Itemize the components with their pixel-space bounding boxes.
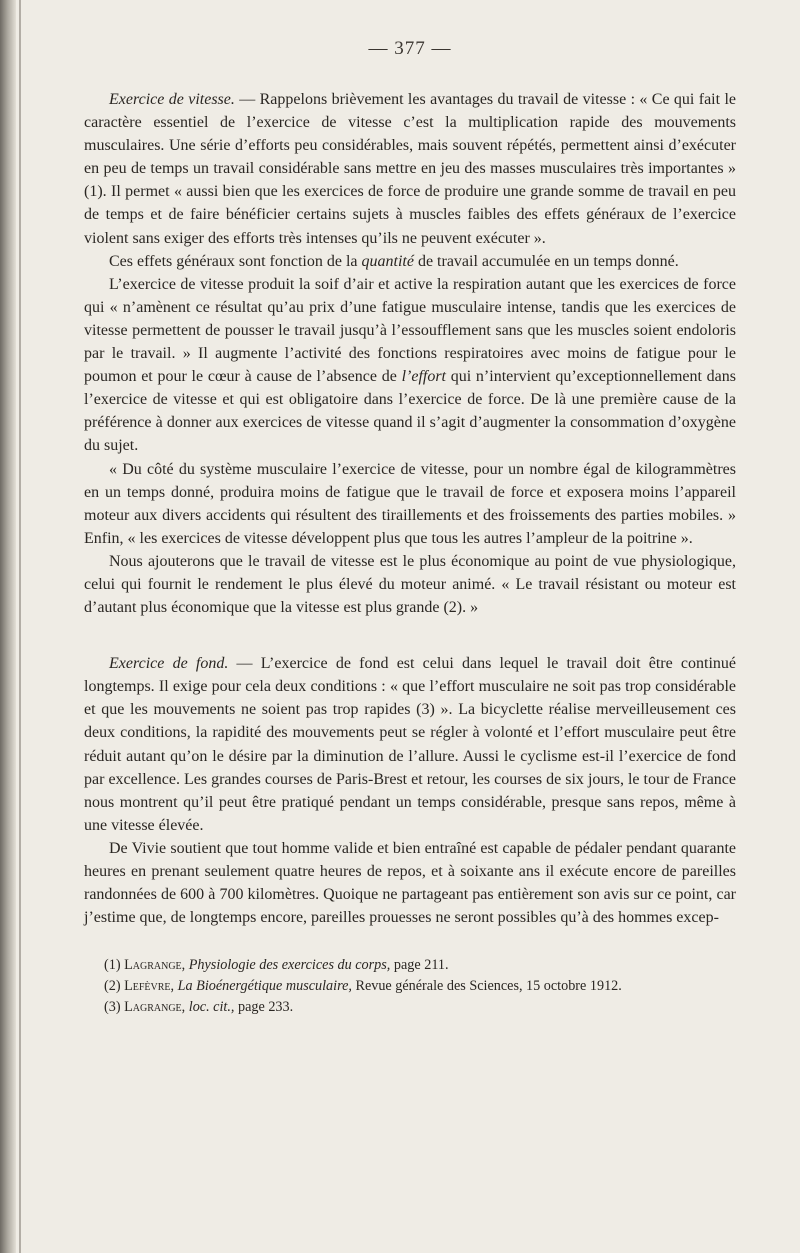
section-spacer <box>84 619 736 652</box>
paragraph-respiration <box>84 273 736 458</box>
footnote-number: (2) <box>104 978 121 995</box>
paragraph-text: Ces effets généraux sont fonction de la <box>109 252 362 270</box>
footnotes <box>84 955 736 1018</box>
page-number: — 377 — <box>368 38 452 59</box>
footnote-number: (1) <box>104 957 121 974</box>
footnote-detail: Revue générale des Sciences, 15 octobre 1912. <box>355 978 622 995</box>
paragraph-economique: Nous ajouterons que le travail de vitesse est le plus économique au point de vue physiologique, celui qui fournit le rendement le plus élevé du moteur animé. « Le travail résistant ou moteur est d’autant plus économique que la vitesse est plus grande (2). » <box>84 552 736 617</box>
page-binding-shadow <box>0 0 16 1253</box>
paragraph-text: — Rappelons brièvement les avantages du travail de vitesse : « Ce qui fait le caractère essentiel de l’exercice de vitesse c’est la multiplication rapide des mouvements musculaires. Une série d’efforts peu considérables, mais souvent répétés, permettent ainsi d’exécuter en peu de temps un travail considérable sans mettre en jeu des masses musculaires très importantes » (1). Il permet « aussi bien que les exercices de force de produire une grande somme de travail en peu de temps et de faire bénéficier certains sujets à muscles faibles des effets généraux de l’exercice violent sans exiger des efforts très intenses qu’ils ne peuvent exécuter ». <box>84 91 736 247</box>
footnote-3 <box>84 997 736 1018</box>
paragraph-effets-generaux <box>84 250 736 273</box>
footnote-number: (3) <box>104 999 121 1016</box>
paragraph-text: L’exercice de vitesse produit la soif d’air et active la respiration autant que les exercices de force qui « n’amènent ce résultat qu’au prix d’une fatigue musculaire intense, tandis que les exercices de vitesse permettent de pousser le travail jusqu’à l’essoufflement sans que les muscles soient endoloris par le travail. » Il augmente l’activité des fonctions respiratoires avec moins de fatigue pour le poumon et pour le cœur à cause de l’absence de <box>84 275 736 386</box>
paragraph-de-vivie: De Vivie soutient que tout homme valide et bien entraîné est capable de pédaler pendant quarante heures en prenant seulement quatre heures de repos, et à soixante ans il exécute encore de pareilles randonnées de 600 à 700 kilomètres. Quoique ne partageant pas entièrement son avis sur ce point, car j’estime que, de longtemps encore, pareilles prouesses ne seront possibles qu’à des hommes excep- <box>84 839 736 927</box>
footnote-author: Lagrange, <box>124 999 186 1016</box>
footnote-detail: page 211. <box>393 957 449 974</box>
footnote-title: La Bioénergétique musculaire, <box>177 978 352 995</box>
paragraph-text: de travail accumulée en un temps donné. <box>413 252 679 270</box>
footnote-title: loc. cit., <box>188 999 235 1016</box>
emphasis-effort: l’effort <box>401 368 446 386</box>
section-title-fond: Exercice de fond. <box>109 655 229 673</box>
paragraph-text: qui n’intervient qu’exceptionnellement dans l’exercice de vitesse et qui est obligatoire dans l’exercice de force. De là une première cause de la préférence à donner aux exercices de vitesse quand il s’agit d’augmenter la consommation d’oxygène du sujet. <box>84 368 737 455</box>
footnote-2 <box>84 976 736 997</box>
footnote-title: Physiologie des exercices du corps, <box>188 957 391 974</box>
page-binding-line <box>19 0 21 1253</box>
footnote-author: Lefèvre, <box>124 978 175 995</box>
book-page <box>84 38 736 1018</box>
footnote-author: Lagrange, <box>124 957 186 974</box>
paragraph-exercice-de-fond <box>84 652 736 837</box>
paragraph-text: — L’exercice de fond est celui dans lequel le travail doit être continué longtemps. Il exige pour cela deux conditions : « que l’effort musculaire ne soit pas trop considérable et que les mouvements ne soient pas trop rapides (3) ». La bicyclette réalise merveilleusement ces deux conditions, la rapidité des mouvements peut se régler à volonté et l’effort musculaire peut être réduit autant qu’on le désire par la diminution de l’allure. Aussi le cyclisme est-il l’exercice de fond par excellence. Les grandes courses de Paris-Brest et retour, les courses de six jours, le tour de France nous montrent qu’il peut être pratiqué pendant un temps considérable, presque sans repos, même à une vitesse élevée. <box>84 655 737 834</box>
paragraph-systeme-musculaire: « Du côté du système musculaire l’exercice de vitesse, pour un nombre égal de kilogrammètres en un temps donné, produira moins de fatigue que le travail de force et exposera moins l’appareil moteur aux divers accidents qui résultent des tiraillements et des froissements des parties mobiles. » Enfin, « les exercices de vitesse développent plus que tous les autres l’ampleur de la poitrine ». <box>84 460 736 547</box>
footnote-1 <box>84 955 736 976</box>
footnote-detail: page 233. <box>238 999 294 1016</box>
emphasis-quantite: quantité <box>361 252 414 270</box>
paragraph-exercice-de-vitesse <box>84 88 736 250</box>
section-title-vitesse: Exercice de vitesse. <box>109 91 235 108</box>
